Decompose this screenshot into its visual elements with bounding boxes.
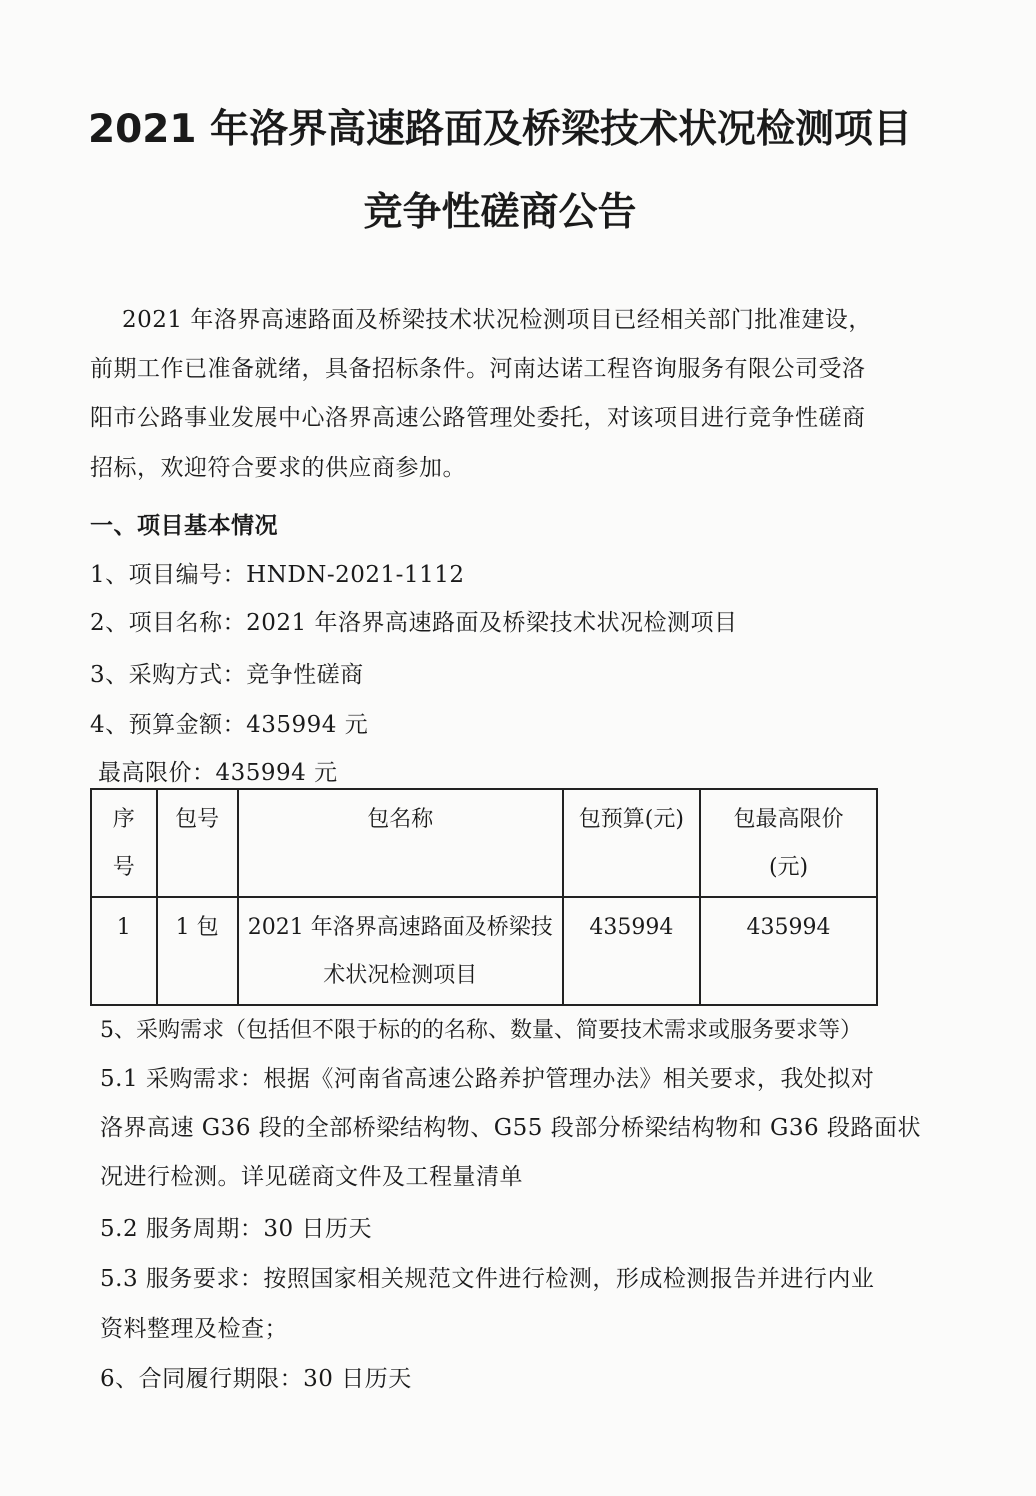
header-seq: 序 号	[91, 789, 157, 897]
intro-line-1: 2021 年洛界高速路面及桥梁技术状况检测项目已经相关部门批准建设，	[122, 307, 872, 333]
section-heading-basic-info: 一、项目基本情况	[90, 512, 278, 539]
cell-pkg-max-price: 435994	[700, 897, 877, 1005]
cell-pkg-budget: 435994	[563, 897, 700, 1005]
section5-3-line1: 5.3 服务要求：按照国家相关规范文件进行检测，形成检测报告并进行内业	[100, 1266, 875, 1292]
document-title-line1: 2021 年洛界高速路面及桥梁技术状况检测项目	[87, 107, 913, 152]
section5-heading: 5、采购需求（包括但不限于标的的名称、数量、简要技术需求或服务要求等）	[100, 1018, 862, 1043]
table-header-row	[91, 789, 877, 897]
header-pkg-max-price: 包最高限价 (元)	[700, 789, 877, 897]
section5-1-line3: 况进行检测。详见磋商文件及工程量清单	[100, 1164, 523, 1190]
cell-pkg-no: 1 包	[157, 897, 238, 1005]
section5-1-line1: 5.1 采购需求：根据《河南省高速公路养护管理办法》相关要求，我处拟对	[100, 1066, 875, 1092]
table-row	[91, 897, 877, 1005]
header-pkg-name: 包名称	[238, 789, 563, 897]
intro-line-2: 前期工作已准备就绪，具备招标条件。河南达诺工程咨询服务有限公司受洛	[90, 356, 866, 382]
section5-2: 5.2 服务周期：30 日历天	[100, 1216, 372, 1242]
section5-3-line2: 资料整理及检查；	[100, 1316, 288, 1342]
cell-seq: 1	[91, 897, 157, 1005]
item-contract-period: 6、合同履行期限：30 日历天	[100, 1366, 412, 1392]
intro-line-3: 阳市公路事业发展中心洛界高速公路管理处委托，对该项目进行竞争性磋商	[90, 405, 866, 431]
item-project-name: 2、项目名称：2021 年洛界高速路面及桥梁技术状况检测项目	[90, 610, 738, 636]
package-table	[90, 788, 878, 1006]
item-max-price: 最高限价：435994 元	[98, 760, 338, 786]
cell-pkg-name: 2021 年洛界高速路面及桥梁技 术状况检测项目	[238, 897, 563, 1005]
intro-line-4: 招标，欢迎符合要求的供应商参加。	[90, 455, 466, 481]
header-pkg-budget: 包预算(元)	[563, 789, 700, 897]
item-project-number: 1、项目编号：HNDN-2021-1112	[90, 562, 465, 588]
item-procurement-method: 3、采购方式：竞争性磋商	[90, 662, 364, 688]
header-pkg-no: 包号	[157, 789, 238, 897]
item-budget-amount: 4、预算金额：435994 元	[90, 712, 369, 738]
section5-1-line2: 洛界高速 G36 段的全部桥梁结构物、G55 段部分桥梁结构物和 G36 段路面状	[100, 1115, 921, 1141]
document-title-line2: 竞争性磋商公告	[363, 190, 637, 235]
